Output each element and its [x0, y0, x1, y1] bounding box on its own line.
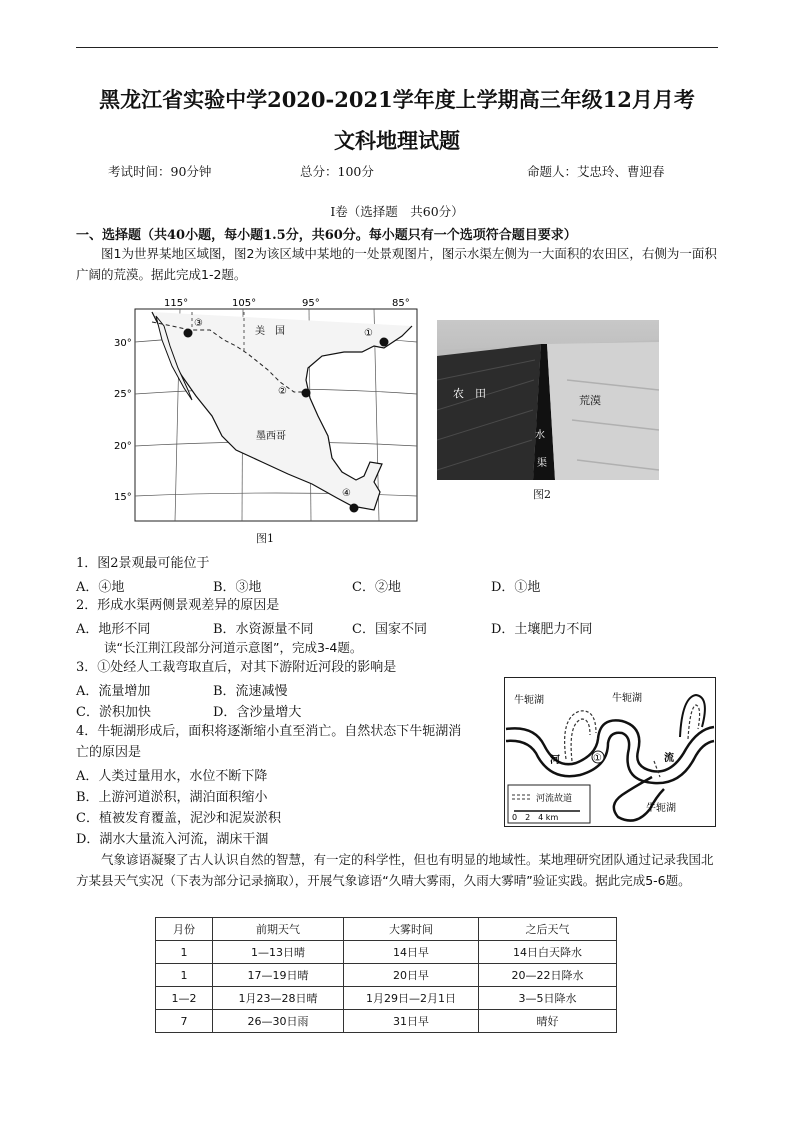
legend-label: 河流故道 [536, 794, 573, 804]
lat-label-15: 15° [114, 492, 132, 503]
lat-label-20: 20° [114, 441, 132, 452]
cell: 14日早 [344, 941, 479, 964]
cell: 1—13日晴 [213, 941, 344, 964]
q4-option-d[interactable]: D．湖水大量流入河流，湖床干涸 [76, 832, 269, 847]
table-row [156, 964, 617, 987]
cell: 1月29日—2月1日 [344, 987, 479, 1010]
lake-label-3: 牛轭湖 [646, 803, 676, 814]
q2-option-d[interactable]: D．土壤肥力不同 [491, 622, 593, 637]
page-title: 黑龙江省实验中学2020-2021学年度上学期高三年级12月月考 [99, 87, 695, 112]
q4-stem-line1: 4．牛轭湖形成后，面积将逐渐缩小直至消亡。自然状态下牛轭湖消 [76, 724, 462, 739]
cell: 26—30日雨 [213, 1010, 344, 1033]
table-header-row [156, 918, 617, 941]
lon-label-95: 95° [302, 298, 320, 309]
canal-label-1: 水 [535, 430, 545, 441]
table-row [156, 941, 617, 964]
lon-label-85: 85° [392, 298, 410, 309]
cell: 20日早 [344, 964, 479, 987]
point-4-dot [350, 504, 359, 513]
river-point-1-label: ① [593, 753, 602, 764]
table-row [156, 987, 617, 1010]
river-label-b: 流 [664, 753, 674, 764]
q1-option-a[interactable]: A．④地 [76, 580, 125, 595]
canal-label-2: 渠 [537, 458, 547, 469]
cell: 17—19日晴 [213, 964, 344, 987]
point-2-label: ② [278, 386, 287, 397]
q1-option-b[interactable]: B．③地 [213, 580, 262, 595]
cell: 1月23—28日晴 [213, 987, 344, 1010]
figure-1-caption: 图1 [256, 532, 274, 545]
lat-label-30: 30° [114, 338, 132, 349]
figure-2 [437, 320, 659, 480]
map-svg [112, 296, 422, 546]
cell: 3—5日降水 [479, 987, 617, 1010]
q3-option-c[interactable]: C．淤积加快 [76, 705, 151, 720]
total-score: 总分：100分 [300, 164, 374, 179]
q3-option-d[interactable]: D．含沙量增大 [213, 705, 302, 720]
desert-label: 荒漠 [579, 394, 601, 407]
country-us-label: 美 国 [255, 326, 285, 337]
lon-label-105: 105° [232, 298, 257, 309]
point-1-label: ① [364, 328, 373, 339]
q3-option-a[interactable]: A．流量增加 [76, 684, 151, 699]
point-3-dot [184, 329, 193, 338]
top-rule [76, 47, 718, 48]
th-fog: 大雾时间 [344, 918, 479, 941]
scale-label: 0 2 4 km [512, 813, 559, 822]
point-1-dot [380, 338, 389, 347]
q2-stem: 2．形成水渠两侧景观差异的原因是 [76, 598, 280, 613]
q2-option-b[interactable]: B．水资源量不同 [213, 622, 314, 637]
q4-option-a[interactable]: A．人类过量用水，水位不断下降 [76, 769, 268, 784]
q1-option-d[interactable]: D．①地 [491, 580, 541, 595]
photo-svg [437, 320, 659, 480]
page-subtitle: 文科地理试题 [334, 128, 460, 153]
river-svg [504, 677, 716, 827]
q4-stem-line2: 亡的原因是 [76, 745, 142, 760]
photo-desert [547, 342, 659, 480]
lat-label-25: 25° [114, 389, 132, 400]
cell: 1—2 [156, 987, 213, 1010]
q4-option-b[interactable]: B．上游河道淤积，湖泊面积缩小 [76, 790, 268, 805]
th-after: 之后天气 [479, 918, 617, 941]
volume-heading: I卷（选择题 共60分） [330, 204, 464, 219]
exam-authors: 命题人：艾忠玲、曹迎春 [527, 164, 665, 179]
intro-56: 气象谚语凝聚了古人认识自然的智慧，有一定的科学性，但也有明显的地域性。某地理研究团队通过记录我国北方某县天气实况（下表为部分记录摘取），开展气象谚语“久晴大雾雨，久雨大雾晴”验证实践。据此完成5-6题。 [76, 852, 714, 888]
q4-option-c[interactable]: C．植被发育覆盖，泥沙和泥炭淤积 [76, 811, 281, 826]
point-3-label: ③ [194, 318, 203, 329]
cell: 20—22日降水 [479, 964, 617, 987]
q1-option-c[interactable]: C．②地 [352, 580, 401, 595]
table-row [156, 1010, 617, 1033]
cell: 7 [156, 1010, 213, 1033]
th-before: 前期天气 [213, 918, 344, 941]
point-4-label: ④ [342, 488, 351, 499]
farm-label: 农 田 [453, 387, 486, 400]
q1-stem: 1．图2景观最可能位于 [76, 556, 210, 571]
lake-label-1: 牛轭湖 [514, 695, 544, 706]
read-34: 读“长江荆江段部分河道示意图”，完成3-4题。 [104, 640, 363, 655]
figure-2-caption: 图2 [533, 488, 551, 501]
cell: 1 [156, 941, 213, 964]
cell: 晴好 [479, 1010, 617, 1033]
figure-1 [112, 296, 422, 546]
q2-option-a[interactable]: A．地形不同 [76, 622, 151, 637]
section-intro: 图1为世界某地区域图，图2为该区域中某地的一处景观图片，图示水渠左侧为一大面积的农田区，右侧为一面积广阔的荒漠。据此完成1-2题。 [76, 246, 717, 282]
river-label-a: 河 [550, 755, 560, 766]
country-mexico-label: 墨西哥 [256, 431, 286, 442]
river-figure [504, 677, 716, 827]
cell: 1 [156, 964, 213, 987]
q3-stem: 3．①处经人工裁弯取直后，对其下游附近河段的影响是 [76, 660, 397, 675]
q3-option-b[interactable]: B．流速减慢 [213, 684, 288, 699]
point-2-dot [302, 389, 311, 398]
weather-table [155, 917, 617, 1033]
lake-label-2: 牛轭湖 [612, 693, 642, 704]
lon-label-115: 115° [164, 298, 189, 309]
exam-time: 考试时间：90分钟 [108, 164, 212, 179]
section-heading: 一、选择题（共40小题，每小题1.5分，共60分。每小题只有一个选项符合题目要求） [76, 228, 577, 243]
q2-option-c[interactable]: C．国家不同 [352, 622, 427, 637]
th-month: 月份 [156, 918, 213, 941]
cell: 31日早 [344, 1010, 479, 1033]
cell: 14日白天降水 [479, 941, 617, 964]
